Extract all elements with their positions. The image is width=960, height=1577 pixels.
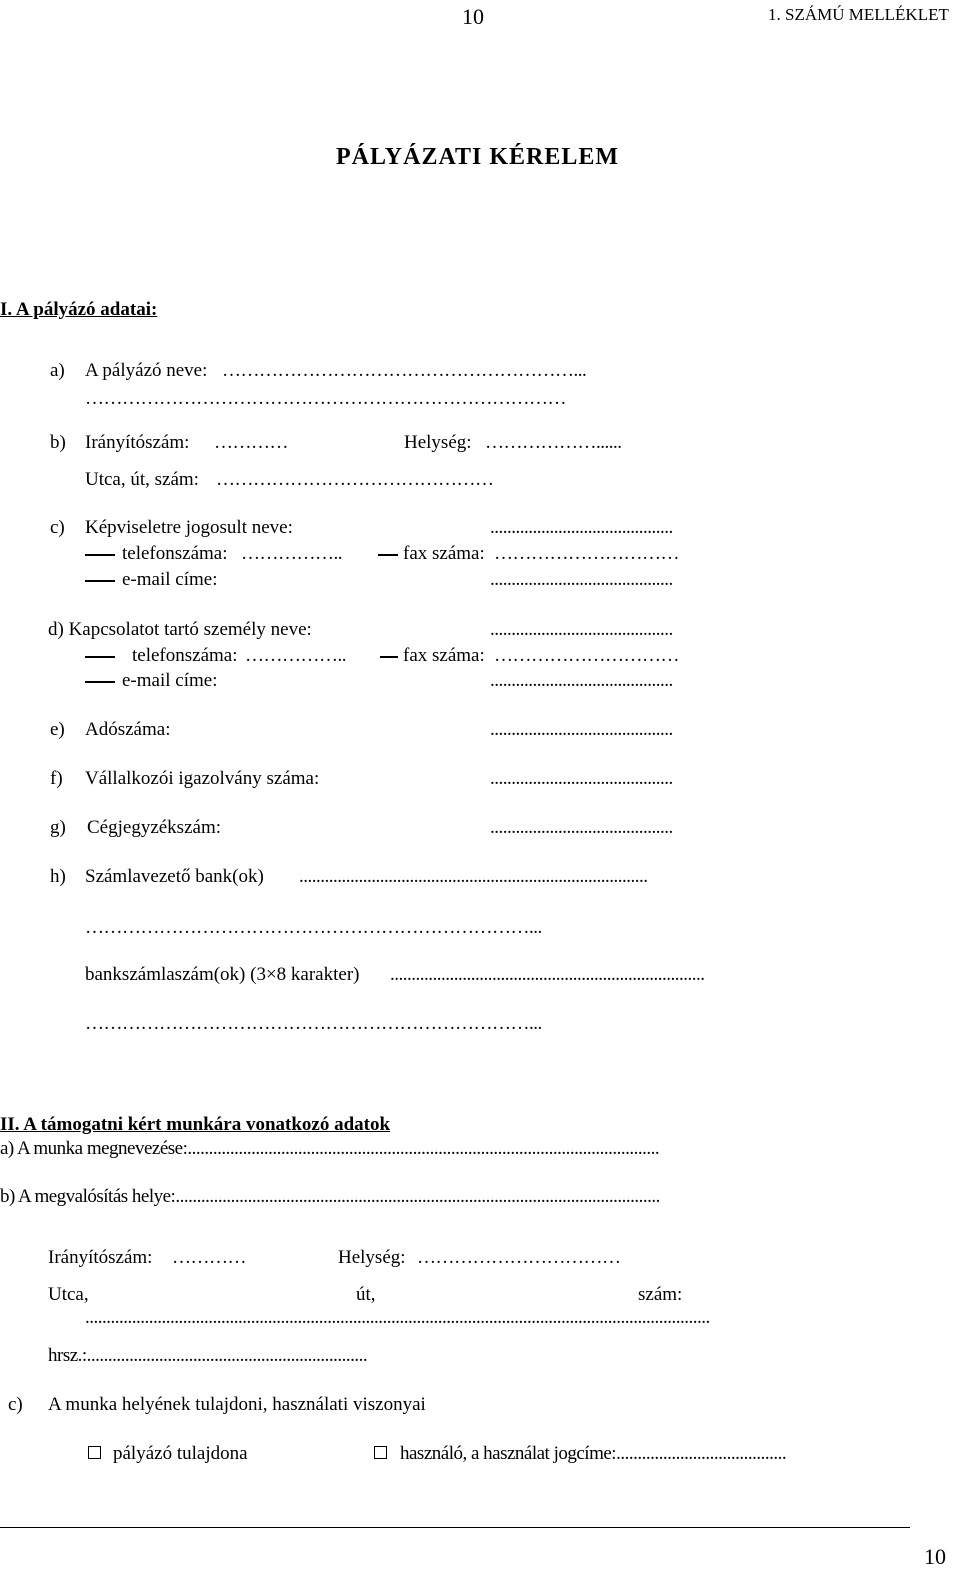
section2-item-b: b) A megvalósítás helye:.................................................................................................................. (0, 1186, 660, 1207)
section2-road-label: út, (356, 1284, 376, 1305)
item-a-letter: a) (50, 360, 65, 381)
item-c-fax-label: fax száma: (403, 543, 485, 564)
checkbox-user[interactable] (374, 1446, 387, 1459)
section2-city-label: Helység: (338, 1247, 406, 1268)
footer-page-number: 10 (924, 1544, 946, 1569)
section2-heading: II. A támogatni kért munkára vonatkozó adatok (0, 1114, 391, 1135)
item-a-dots2: …………………………………………………………………… (85, 388, 566, 409)
item-d-phone-dots: …………….. (245, 645, 346, 666)
item-a-label: A pályázó neve: (85, 360, 208, 381)
option-owner-label: pályázó tulajdona (113, 1443, 248, 1464)
item-h-dots1: .................................................................................. (299, 866, 648, 887)
item-h-dots2: ………………………………………………………………... (85, 917, 542, 938)
item-c-label: Képviseletre jogosult neve: (85, 517, 293, 538)
item-h-label: Számlavezető bank(ok) (85, 866, 264, 887)
item-c-phone-dots: …………….. (241, 543, 342, 564)
item-f-dots: ........................................... (490, 768, 673, 789)
section2-c-letter: c) (8, 1394, 23, 1415)
item-c-fax-dots: ………………………… (494, 543, 679, 564)
item-b-zip-dots: ………… (214, 432, 288, 453)
item-f-letter: f) (50, 768, 63, 789)
section1-heading: I. A pályázó adatai: (0, 299, 158, 320)
header-annex: 1. SZÁMÚ MELLÉKLET (768, 5, 949, 24)
section2-zip-label: Irányítószám: (48, 1247, 153, 1268)
item-h-account-label: bankszámlaszám(ok) (3×8 karakter) (85, 964, 360, 985)
section2-zip-dots: ………… (172, 1247, 246, 1268)
item-g-dots: ........................................... (490, 817, 673, 838)
item-g-label: Cégjegyzékszám: (87, 817, 222, 838)
item-d-email-label: e-mail címe: (122, 670, 218, 691)
section2-street-dots: ................................................................................................................................................... (85, 1307, 710, 1328)
item-b-city-label: Helység: (404, 432, 472, 453)
footer-rule (0, 1527, 910, 1528)
header-page-number: 10 (462, 4, 484, 29)
item-b-zip-label: Irányítószám: (85, 432, 190, 453)
item-e-letter: e) (50, 719, 65, 740)
item-c-letter: c) (50, 517, 65, 538)
item-c-email-label: e-mail címe: (122, 569, 218, 590)
item-d-dash1 (85, 656, 115, 658)
item-c-name-dots: ........................................... (490, 517, 673, 538)
item-b-street-dots: ……………………………………… (216, 469, 494, 490)
item-d-phone-label: telefonszáma: (132, 645, 238, 666)
item-b-letter: b) (50, 432, 66, 453)
item-d-name-dots: ........................................... (490, 619, 673, 640)
section2-number-label: szám: (638, 1284, 683, 1305)
item-d-fax-dots: ………………………… (494, 645, 679, 666)
item-c-phone-label: telefonszáma: (122, 543, 228, 564)
item-d-label: d) Kapcsolatot tartó személy neve: (48, 619, 312, 640)
item-c-email-dots: ........................................... (490, 569, 673, 590)
section2-hrsz: hrsz.:.................................................................. (48, 1345, 368, 1366)
option-user-label: használó, a használat jogcíme:........................................ (400, 1443, 787, 1464)
item-g-letter: g) (50, 817, 66, 838)
item-e-dots: ........................................... (490, 719, 673, 740)
item-d-dash-fax (380, 656, 398, 658)
item-h-dots3: ………………………………………………………………... (85, 1013, 542, 1034)
checkbox-owner[interactable] (88, 1446, 101, 1459)
item-b-street-label: Utca, út, szám: (85, 469, 199, 490)
item-d-fax-label: fax száma: (403, 645, 485, 666)
page-title: PÁLYÁZATI KÉRELEM (336, 144, 620, 170)
item-a-dots1: …………………………………………………... (222, 360, 587, 381)
item-d-dash2 (85, 681, 115, 683)
item-b-city-dots: ………………...... (485, 432, 622, 453)
item-f-label: Vállalkozói igazolvány száma: (85, 768, 320, 789)
item-d-email-dots: ........................................... (490, 670, 673, 691)
item-c-dash1 (85, 554, 115, 556)
section2-item-a: a) A munka megnevezése:............................................................................................................... (0, 1138, 660, 1159)
item-h-account-dots: .......................................................................... (390, 964, 705, 985)
item-h-letter: h) (50, 866, 66, 887)
item-c-dash-fax (378, 554, 398, 556)
section2-street-label: Utca, (48, 1284, 89, 1305)
section2-city-dots: …………………………… (417, 1247, 621, 1268)
section2-c-label: A munka helyének tulajdoni, használati viszonyai (48, 1394, 426, 1415)
item-e-label: Adószáma: (85, 719, 171, 740)
item-c-dash2 (85, 580, 115, 582)
